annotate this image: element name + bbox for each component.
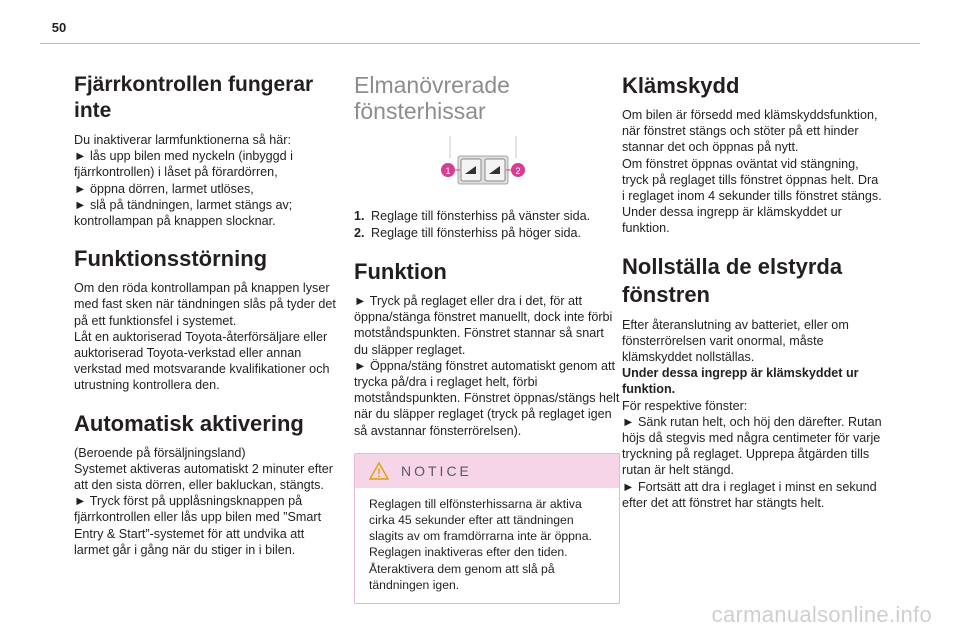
header-divider bbox=[40, 43, 920, 44]
section-title: Funktion bbox=[354, 259, 447, 284]
window-switch-panel-icon bbox=[354, 134, 620, 196]
column-left bbox=[74, 72, 336, 558]
list-item bbox=[354, 225, 620, 242]
section-bold-note: Under dessa ingrepp är klämskyddet ur funktion. bbox=[622, 366, 859, 397]
section-automatic-activation bbox=[74, 410, 336, 558]
section-body: (Beroende på försäljningsland) Systemet aktiveras automatiskt 2 minuter efter att den sista dörren, eller bakluckan, stängts. ► Tryck först på upplåsningsknappen på fjärrkontrollen eller lås upp bilen med ”Smart Entry & Start”-systemet för att undvika att larmet går i gång när du stiger in i bilen. bbox=[74, 445, 333, 557]
controls-list bbox=[354, 208, 620, 242]
column-middle bbox=[354, 72, 620, 604]
notice-body: Reglagen till elfönsterhissarna är aktiva cirka 45 sekunder efter att tändningen slagits av om framdörrarna inte är öppna. Reglagen inaktiveras efter den tiden. Återaktivera dem genom att slå på tändningen igen. bbox=[369, 496, 592, 592]
item-text: Reglage till fönsterhiss på vänster sida. bbox=[371, 209, 591, 223]
section-reset-windows bbox=[622, 253, 884, 511]
section-body: Om den röda kontrollampan på knappen lyser med fast sken när tändningen slås på tyder det på ett funktionsfel i systemet. Låt en auktoriserad Toyota-återförsäljare eller auktoriserad Toyota-verkstad eller annan verkstad med motsvarande kvalifikationer och utrustning kontrollera den. bbox=[74, 281, 336, 393]
item-number: 2. bbox=[354, 226, 365, 240]
column-right bbox=[622, 72, 884, 511]
section-intro: Efter återanslutning av batteriet, eller om fönsterrörelsen varit onormal, måste klämskyddet nollställas. bbox=[622, 317, 849, 365]
watermark: carmanualsonline.info bbox=[711, 602, 932, 627]
section-title: Klämskydd bbox=[622, 73, 740, 98]
section-title: Nollställa de elstyrda fönstren bbox=[622, 253, 843, 307]
notice-box bbox=[354, 453, 620, 604]
callout-badge-1: 1 bbox=[445, 166, 451, 176]
section-title: Fjärrkontrollen fungerar inte bbox=[74, 73, 314, 122]
notice-header bbox=[355, 454, 619, 488]
callout-badge-2: 2 bbox=[515, 166, 521, 176]
section-title: Funktionsstörning bbox=[74, 246, 268, 272]
section-malfunction bbox=[74, 245, 336, 393]
section-body: För respektive fönster: ► Sänk rutan helt, och höj den därefter. Rutan höjs då stegvis med några centimeter för varje tryckning på reglaget. Upprepa åtgärden tills rutan är helt stängd. ► Fortsätt att dra i reglaget i minst en sekund efter det att fönstret har stängts helt. bbox=[622, 398, 882, 510]
section-body: Om bilen är försedd med klämskyddsfunktion, när fönstret stängs och stöter på ett hinder stannar det och öppnas på nytt. Om fönstret öppnas oväntat vid stängning, tryck på reglaget tills fönstret öppnas helt. Dra i reglaget inom 4 sekunder tills fönstret stängs. Under dessa ingrepp är klämskyddet ur funktion. bbox=[622, 108, 882, 236]
item-text: Reglage till fönsterhiss på höger sida. bbox=[371, 226, 582, 240]
section-title: Automatisk aktivering bbox=[74, 410, 304, 436]
section-anti-pinch bbox=[622, 72, 884, 237]
section-function bbox=[354, 258, 620, 439]
notice-title: NOTICE bbox=[401, 462, 472, 479]
section-body: ► Tryck på reglaget eller dra i det, för att öppna/stänga fönstret manuellt, dock inte förbi motståndspunkten. Fönstret stannar så snart du släpper reglaget. ► Öppna/stäng fönstret automatiskt genom att trycka på/dra i reglaget helt, förbi motståndspunkten. Fönstret öppnas/stängs helt när du släpper reglaget (tryck på reglaget igen så avstannar fönsterrörelsen). bbox=[354, 294, 620, 438]
list-item bbox=[354, 208, 620, 225]
item-number: 1. bbox=[354, 209, 365, 223]
section-body: Du inaktiverar larmfunktionerna så här: ► lås upp bilen med nyckeln (inbyggd i fjärrkontrollen) i låset på förardörren, ► öppna dörren, larmet utlöses, ► slå på tändningen, larmet stängs av; kontrollampan på knappen slocknar. bbox=[74, 133, 293, 229]
section-title: Elmanövrerade fönsterhissar bbox=[354, 72, 510, 124]
section-remote-not-working bbox=[74, 72, 336, 229]
warning-triangle-icon bbox=[369, 462, 389, 480]
page-number: 50 bbox=[51, 20, 67, 35]
window-switch-illustration bbox=[354, 134, 620, 196]
